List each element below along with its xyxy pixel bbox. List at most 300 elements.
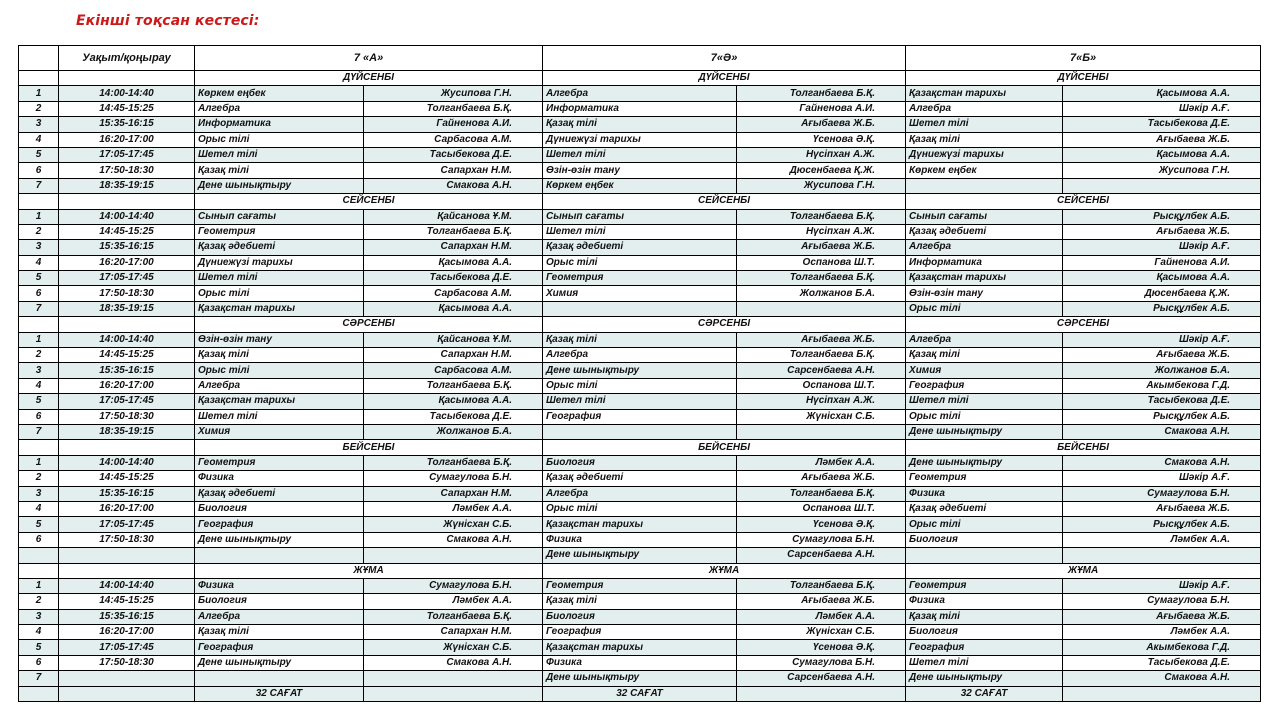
day-row bbox=[19, 563, 1261, 578]
lesson-number: 3 bbox=[19, 240, 59, 255]
lesson-time: 15:35-16:15 bbox=[59, 486, 195, 501]
lesson-row bbox=[19, 671, 1261, 686]
lesson-number: 6 bbox=[19, 286, 59, 301]
teacher-cell: Ләмбек А.А. bbox=[364, 594, 543, 609]
day-name: СӘРСЕНБІ bbox=[195, 317, 543, 332]
lesson-row bbox=[19, 363, 1261, 378]
lesson-time: 16:20-17:00 bbox=[59, 625, 195, 640]
lesson-number: 1 bbox=[19, 86, 59, 101]
teacher-cell: Толганбаева Б.Қ. bbox=[737, 348, 906, 363]
day-row bbox=[19, 194, 1261, 209]
day-name: ДҮЙСЕНБІ bbox=[906, 71, 1261, 86]
lesson-time: 15:35-16:15 bbox=[59, 363, 195, 378]
subject-cell: Дене шынықтыру bbox=[195, 178, 364, 193]
subject-cell: Орыс тілі bbox=[195, 286, 364, 301]
teacher-cell: Дюсенбаева Қ.Ж. bbox=[737, 163, 906, 178]
teacher-cell: Тасыбекова Д.Е. bbox=[1063, 117, 1261, 132]
teacher-cell bbox=[737, 424, 906, 439]
lesson-number: 1 bbox=[19, 455, 59, 470]
lesson-number: 4 bbox=[19, 501, 59, 516]
lesson-number: 3 bbox=[19, 609, 59, 624]
teacher-cell: Қасымова А.А. bbox=[364, 394, 543, 409]
subject-cell: Өзін-өзін тану bbox=[543, 163, 737, 178]
teacher-cell: Оспанова Ш.Т. bbox=[737, 501, 906, 516]
teacher-cell: Ағыбаева Ж.Б. bbox=[737, 240, 906, 255]
lesson-row bbox=[19, 332, 1261, 347]
lesson-row bbox=[19, 271, 1261, 286]
lesson-time: 18:35-19:15 bbox=[59, 178, 195, 193]
lesson-row bbox=[19, 132, 1261, 147]
header-class-7ae: 7«Ә» bbox=[543, 46, 906, 71]
subject-cell: Дүниежүзі тарихы bbox=[543, 132, 737, 147]
subject-cell: Физика bbox=[906, 486, 1063, 501]
lesson-number: 5 bbox=[19, 517, 59, 532]
lesson-row bbox=[19, 394, 1261, 409]
subject-cell: Қазақстан тарихы bbox=[195, 394, 364, 409]
lesson-row bbox=[19, 255, 1261, 270]
teacher-cell: Сарбасова А.М. bbox=[364, 286, 543, 301]
lesson-row bbox=[19, 117, 1261, 132]
lesson-time: 14:00-14:40 bbox=[59, 209, 195, 224]
teacher-cell: Акымбекова Г.Д. bbox=[1063, 378, 1261, 393]
teacher-cell: Толганбаева Б.Қ. bbox=[364, 378, 543, 393]
lesson-row bbox=[19, 301, 1261, 316]
lesson-row bbox=[19, 240, 1261, 255]
subject-cell: Геометрия bbox=[543, 271, 737, 286]
subject-cell: Алгебра bbox=[195, 609, 364, 624]
subject-cell: Қазақ тілі bbox=[543, 594, 737, 609]
lesson-row bbox=[19, 640, 1261, 655]
subject-cell: Қазақ тілі bbox=[195, 348, 364, 363]
lesson-row bbox=[19, 178, 1261, 193]
subject-cell: Қазақ тілі bbox=[195, 625, 364, 640]
teacher-cell bbox=[364, 548, 543, 563]
day-blank-time bbox=[59, 440, 195, 455]
lesson-time: 16:20-17:00 bbox=[59, 132, 195, 147]
subject-cell: Қазақ тілі bbox=[543, 117, 737, 132]
teacher-cell: Гайненова А.И. bbox=[737, 101, 906, 116]
subject-cell: Алгебра bbox=[195, 101, 364, 116]
lesson-number: 5 bbox=[19, 147, 59, 162]
day-name: ЖҰМА bbox=[195, 563, 543, 578]
lesson-number: 7 bbox=[19, 178, 59, 193]
lesson-time: 17:50-18:30 bbox=[59, 409, 195, 424]
teacher-cell: Оспанова Ш.Т. bbox=[737, 378, 906, 393]
lesson-row bbox=[19, 348, 1261, 363]
teacher-cell: Ағыбаева Ж.Б. bbox=[737, 471, 906, 486]
subject-cell: Алгебра bbox=[543, 86, 737, 101]
teacher-cell: Жүнісхан С.Б. bbox=[737, 625, 906, 640]
subject-cell: Химия bbox=[543, 286, 737, 301]
lesson-time: 16:20-17:00 bbox=[59, 255, 195, 270]
teacher-cell: Ләмбек А.А. bbox=[1063, 532, 1261, 547]
subject-cell: Алгебра bbox=[195, 378, 364, 393]
teacher-cell: Нүсіпхан А.Ж. bbox=[737, 224, 906, 239]
subject-cell: Өзін-өзін тану bbox=[906, 286, 1063, 301]
teacher-cell: Гайненова А.И. bbox=[1063, 255, 1261, 270]
subject-cell: Көркем еңбек bbox=[543, 178, 737, 193]
subject-cell: Алгебра bbox=[906, 101, 1063, 116]
teacher-cell: Смакова А.Н. bbox=[364, 532, 543, 547]
teacher-cell: Ағыбаева Ж.Б. bbox=[737, 117, 906, 132]
subject-cell: Қазақстан тарихы bbox=[543, 517, 737, 532]
lesson-number bbox=[19, 548, 59, 563]
day-blank-num bbox=[19, 71, 59, 86]
teacher-cell: Ағыбаева Ж.Б. bbox=[1063, 132, 1261, 147]
subject-cell: География bbox=[195, 517, 364, 532]
lesson-number: 1 bbox=[19, 332, 59, 347]
subject-cell: Орыс тілі bbox=[543, 378, 737, 393]
lesson-time: 17:50-18:30 bbox=[59, 163, 195, 178]
teacher-cell bbox=[364, 671, 543, 686]
subject-cell: География bbox=[906, 378, 1063, 393]
lesson-number: 6 bbox=[19, 655, 59, 670]
lesson-time: 15:35-16:15 bbox=[59, 117, 195, 132]
day-blank-time bbox=[59, 317, 195, 332]
teacher-cell: Жолжанов Б.А. bbox=[1063, 363, 1261, 378]
teacher-cell: Қасымова А.А. bbox=[1063, 86, 1261, 101]
teacher-cell: Қасымова А.А. bbox=[1063, 271, 1261, 286]
teacher-cell: Гайненова А.И. bbox=[364, 117, 543, 132]
subject-cell: Алгебра bbox=[906, 240, 1063, 255]
lesson-time: 17:05-17:45 bbox=[59, 640, 195, 655]
subject-cell: Қазақ тілі bbox=[906, 132, 1063, 147]
lesson-time: 14:00-14:40 bbox=[59, 578, 195, 593]
lesson-number: 3 bbox=[19, 117, 59, 132]
lesson-row bbox=[19, 224, 1261, 239]
lesson-number: 2 bbox=[19, 348, 59, 363]
lesson-time bbox=[59, 671, 195, 686]
lesson-time: 15:35-16:15 bbox=[59, 609, 195, 624]
subject-cell: Шетел тілі bbox=[195, 271, 364, 286]
subject-cell: Сынып сағаты bbox=[543, 209, 737, 224]
lesson-time: 15:35-16:15 bbox=[59, 240, 195, 255]
teacher-cell: Сумагулова Б.Н. bbox=[1063, 594, 1261, 609]
teacher-cell: Смакова А.Н. bbox=[1063, 671, 1261, 686]
teacher-cell: Сарсенбаева А.Н. bbox=[737, 548, 906, 563]
day-name: СӘРСЕНБІ bbox=[543, 317, 906, 332]
subject-cell: Дене шынықтыру bbox=[906, 671, 1063, 686]
day-name: ЖҰМА bbox=[906, 563, 1261, 578]
lesson-row bbox=[19, 471, 1261, 486]
lesson-time: 14:00-14:40 bbox=[59, 455, 195, 470]
subject-cell: Шетел тілі bbox=[906, 394, 1063, 409]
lesson-row bbox=[19, 517, 1261, 532]
teacher-cell: Сарбасова А.М. bbox=[364, 132, 543, 147]
teacher-cell: Тасыбекова Д.Е. bbox=[364, 271, 543, 286]
day-blank-time bbox=[59, 71, 195, 86]
subject-cell: Қазақ әдебиеті bbox=[906, 224, 1063, 239]
header-class-7b: 7«Б» bbox=[906, 46, 1261, 71]
teacher-cell: Қайсанова Ұ.М. bbox=[364, 209, 543, 224]
subject-cell: Дене шынықтыру bbox=[906, 424, 1063, 439]
teacher-cell: Ағыбаева Ж.Б. bbox=[1063, 501, 1261, 516]
teacher-cell: Ләмбек А.А. bbox=[1063, 625, 1261, 640]
teacher-cell: Ләмбек А.А. bbox=[737, 455, 906, 470]
lesson-time: 17:50-18:30 bbox=[59, 286, 195, 301]
teacher-cell: Жусипова Г.Н. bbox=[1063, 163, 1261, 178]
lesson-time: 17:50-18:30 bbox=[59, 532, 195, 547]
lesson-time: 17:05-17:45 bbox=[59, 394, 195, 409]
subject-cell: Геометрия bbox=[195, 455, 364, 470]
subject-cell: Физика bbox=[195, 471, 364, 486]
teacher-cell: Тасыбекова Д.Е. bbox=[1063, 655, 1261, 670]
subject-cell: Орыс тілі bbox=[195, 363, 364, 378]
subject-cell: Биология bbox=[906, 532, 1063, 547]
subject-cell: Қазақ әдебиеті bbox=[195, 240, 364, 255]
teacher-cell: Толганбаева Б.Қ. bbox=[737, 578, 906, 593]
subject-cell: Геометрия bbox=[195, 224, 364, 239]
teacher-cell: Рысқұлбек А.Б. bbox=[1063, 409, 1261, 424]
teacher-cell bbox=[737, 301, 906, 316]
teacher-cell: Сарбасова А.М. bbox=[364, 363, 543, 378]
subject-cell: Биология bbox=[906, 625, 1063, 640]
teacher-cell bbox=[1063, 178, 1261, 193]
lesson-row bbox=[19, 101, 1261, 116]
subject-cell: Информатика bbox=[543, 101, 737, 116]
subject-cell: География bbox=[543, 409, 737, 424]
lesson-row bbox=[19, 455, 1261, 470]
teacher-cell: Ағыбаева Ж.Б. bbox=[737, 332, 906, 347]
lesson-row bbox=[19, 594, 1261, 609]
teacher-cell: Ләмбек А.А. bbox=[364, 501, 543, 516]
teacher-cell: Үсенова Ә.Қ. bbox=[737, 640, 906, 655]
teacher-cell: Қасымова А.А. bbox=[364, 301, 543, 316]
lesson-number: 2 bbox=[19, 471, 59, 486]
subject-cell: Шетел тілі bbox=[906, 655, 1063, 670]
lesson-time: 18:35-19:15 bbox=[59, 301, 195, 316]
subject-cell: Көркем еңбек bbox=[906, 163, 1063, 178]
teacher-cell: Толганбаева Б.Қ. bbox=[737, 271, 906, 286]
lesson-number: 7 bbox=[19, 671, 59, 686]
day-name: БЕЙСЕНБІ bbox=[906, 440, 1261, 455]
teacher-cell: Толганбаева Б.Қ. bbox=[364, 224, 543, 239]
day-name: СЕЙСЕНБІ bbox=[543, 194, 906, 209]
lesson-row bbox=[19, 163, 1261, 178]
subject-cell: Геометрия bbox=[906, 578, 1063, 593]
total-hours: 32 САҒАТ bbox=[906, 686, 1063, 701]
subject-cell: Қазақ әдебиеті bbox=[195, 486, 364, 501]
totals-blank-num bbox=[19, 686, 59, 701]
day-row bbox=[19, 440, 1261, 455]
teacher-cell: Оспанова Ш.Т. bbox=[737, 255, 906, 270]
teacher-cell: Сумагулова Б.Н. bbox=[364, 578, 543, 593]
teacher-cell: Рысқұлбек А.Б. bbox=[1063, 517, 1261, 532]
teacher-cell: Смакова А.Н. bbox=[364, 178, 543, 193]
lesson-time bbox=[59, 548, 195, 563]
teacher-cell: Жүнісхан С.Б. bbox=[364, 517, 543, 532]
teacher-cell: Жүнісхан С.Б. bbox=[737, 409, 906, 424]
lesson-time: 16:20-17:00 bbox=[59, 378, 195, 393]
teacher-cell: Сумагулова Б.Н. bbox=[737, 532, 906, 547]
subject-cell: Физика bbox=[906, 594, 1063, 609]
subject-cell: Дүниежүзі тарихы bbox=[195, 255, 364, 270]
teacher-cell: Смакова А.Н. bbox=[364, 655, 543, 670]
teacher-cell: Жүнісхан С.Б. bbox=[364, 640, 543, 655]
lesson-number: 5 bbox=[19, 394, 59, 409]
lesson-row bbox=[19, 625, 1261, 640]
totals-row bbox=[19, 686, 1261, 701]
teacher-cell: Үсенова Ә.Қ. bbox=[737, 517, 906, 532]
subject-cell: Шетел тілі bbox=[543, 224, 737, 239]
lesson-number: 3 bbox=[19, 486, 59, 501]
subject-cell: Дене шынықтыру bbox=[543, 363, 737, 378]
lesson-row bbox=[19, 424, 1261, 439]
subject-cell: География bbox=[543, 625, 737, 640]
subject-cell: Қазақстан тарихы bbox=[906, 271, 1063, 286]
teacher-cell: Тасыбекова Д.Е. bbox=[364, 147, 543, 162]
lesson-number: 6 bbox=[19, 409, 59, 424]
subject-cell: Химия bbox=[195, 424, 364, 439]
subject-cell: Дене шынықтыру bbox=[543, 671, 737, 686]
lesson-time: 14:45-15:25 bbox=[59, 224, 195, 239]
lesson-row bbox=[19, 578, 1261, 593]
subject-cell: Қазақ әдебиеті bbox=[906, 501, 1063, 516]
lesson-number: 5 bbox=[19, 271, 59, 286]
total-blank bbox=[737, 686, 906, 701]
lesson-time: 17:50-18:30 bbox=[59, 655, 195, 670]
teacher-cell: Ләмбек А.А. bbox=[737, 609, 906, 624]
lesson-number: 4 bbox=[19, 255, 59, 270]
day-row bbox=[19, 71, 1261, 86]
lesson-number: 2 bbox=[19, 101, 59, 116]
teacher-cell: Смакова А.Н. bbox=[1063, 455, 1261, 470]
teacher-cell: Сарсенбаева А.Н. bbox=[737, 363, 906, 378]
lesson-row bbox=[19, 548, 1261, 563]
subject-cell: Дене шынықтыру bbox=[906, 455, 1063, 470]
subject-cell: Дүниежүзі тарихы bbox=[906, 147, 1063, 162]
lesson-time: 18:35-19:15 bbox=[59, 424, 195, 439]
lesson-row bbox=[19, 147, 1261, 162]
subject-cell: Қазақ тілі bbox=[195, 163, 364, 178]
teacher-cell: Тасыбекова Д.Е. bbox=[1063, 394, 1261, 409]
day-blank-num bbox=[19, 440, 59, 455]
teacher-cell: Сумагулова Б.Н. bbox=[737, 655, 906, 670]
teacher-cell bbox=[1063, 548, 1261, 563]
subject-cell: Қазақ тілі bbox=[543, 332, 737, 347]
header-time: Уақыт/қоңырау bbox=[59, 46, 195, 71]
subject-cell: Алгебра bbox=[543, 348, 737, 363]
subject-cell: Информатика bbox=[195, 117, 364, 132]
total-hours: 32 САҒАТ bbox=[543, 686, 737, 701]
subject-cell: Информатика bbox=[906, 255, 1063, 270]
teacher-cell: Үсенова Ә.Қ. bbox=[737, 132, 906, 147]
subject-cell: Орыс тілі bbox=[906, 409, 1063, 424]
lesson-time: 14:00-14:40 bbox=[59, 86, 195, 101]
teacher-cell: Толганбаева Б.Қ. bbox=[737, 86, 906, 101]
lesson-time: 14:45-15:25 bbox=[59, 594, 195, 609]
subject-cell: Қазақстан тарихы bbox=[543, 640, 737, 655]
subject-cell: Өзін-өзін тану bbox=[195, 332, 364, 347]
teacher-cell: Шәкір А.Ғ. bbox=[1063, 240, 1261, 255]
subject-cell: Орыс тілі bbox=[543, 501, 737, 516]
subject-cell: Шетел тілі bbox=[543, 394, 737, 409]
subject-cell: Дене шынықтыру bbox=[195, 655, 364, 670]
subject-cell: Биология bbox=[543, 455, 737, 470]
lesson-time: 14:45-15:25 bbox=[59, 101, 195, 116]
teacher-cell: Жусипова Г.Н. bbox=[364, 86, 543, 101]
teacher-cell: Нүсіпхан А.Ж. bbox=[737, 147, 906, 162]
lesson-number: 4 bbox=[19, 378, 59, 393]
total-blank bbox=[1063, 686, 1261, 701]
day-blank-num bbox=[19, 563, 59, 578]
lesson-number: 2 bbox=[19, 594, 59, 609]
day-name: БЕЙСЕНБІ bbox=[543, 440, 906, 455]
subject-cell: Алгебра bbox=[906, 332, 1063, 347]
lesson-number: 7 bbox=[19, 301, 59, 316]
lesson-number: 5 bbox=[19, 640, 59, 655]
subject-cell bbox=[543, 424, 737, 439]
teacher-cell: Тасыбекова Д.Е. bbox=[364, 409, 543, 424]
lesson-row bbox=[19, 209, 1261, 224]
schedule-table bbox=[18, 45, 1261, 702]
subject-cell: Шетел тілі bbox=[543, 147, 737, 162]
teacher-cell: Рысқұлбек А.Б. bbox=[1063, 301, 1261, 316]
day-row bbox=[19, 317, 1261, 332]
teacher-cell: Қасымова А.А. bbox=[1063, 147, 1261, 162]
subject-cell: Шетел тілі bbox=[906, 117, 1063, 132]
lesson-number: 1 bbox=[19, 209, 59, 224]
subject-cell bbox=[195, 671, 364, 686]
teacher-cell: Сапархан Н.М. bbox=[364, 240, 543, 255]
teacher-cell: Ағыбаева Ж.Б. bbox=[1063, 224, 1261, 239]
day-name: СӘРСЕНБІ bbox=[906, 317, 1261, 332]
day-blank-time bbox=[59, 563, 195, 578]
day-blank-num bbox=[19, 194, 59, 209]
subject-cell: Геометрия bbox=[906, 471, 1063, 486]
subject-cell bbox=[543, 301, 737, 316]
teacher-cell: Жолжанов Б.А. bbox=[364, 424, 543, 439]
teacher-cell: Толганбаева Б.Қ. bbox=[737, 209, 906, 224]
lesson-number: 6 bbox=[19, 532, 59, 547]
lesson-row bbox=[19, 409, 1261, 424]
teacher-cell: Акымбекова Г.Д. bbox=[1063, 640, 1261, 655]
teacher-cell: Сапархан Н.М. bbox=[364, 486, 543, 501]
teacher-cell: Шәкір А.Ғ. bbox=[1063, 332, 1261, 347]
day-blank-num bbox=[19, 317, 59, 332]
teacher-cell: Толганбаева Б.Қ. bbox=[737, 486, 906, 501]
teacher-cell: Толганбаева Б.Қ. bbox=[364, 101, 543, 116]
subject-cell: Орыс тілі bbox=[543, 255, 737, 270]
teacher-cell: Нүсіпхан А.Ж. bbox=[737, 394, 906, 409]
subject-cell: Сынып сағаты bbox=[906, 209, 1063, 224]
subject-cell bbox=[906, 548, 1063, 563]
day-name: ДҮЙСЕНБІ bbox=[543, 71, 906, 86]
lesson-time: 14:45-15:25 bbox=[59, 348, 195, 363]
teacher-cell: Дюсенбаева Қ.Ж. bbox=[1063, 286, 1261, 301]
teacher-cell: Толганбаева Б.Қ. bbox=[364, 455, 543, 470]
subject-cell: География bbox=[195, 640, 364, 655]
day-name: ЖҰМА bbox=[543, 563, 906, 578]
teacher-cell: Рысқұлбек А.Б. bbox=[1063, 209, 1261, 224]
teacher-cell: Сарсенбаева А.Н. bbox=[737, 671, 906, 686]
lesson-number: 4 bbox=[19, 625, 59, 640]
header-num bbox=[19, 46, 59, 71]
teacher-cell: Жусипова Г.Н. bbox=[737, 178, 906, 193]
teacher-cell: Ағыбаева Ж.Б. bbox=[1063, 609, 1261, 624]
subject-cell: Орыс тілі bbox=[906, 301, 1063, 316]
teacher-cell: Сапархан Н.М. bbox=[364, 348, 543, 363]
lesson-number: 2 bbox=[19, 224, 59, 239]
day-name: ДҮЙСЕНБІ bbox=[195, 71, 543, 86]
teacher-cell: Сумагулова Б.Н. bbox=[364, 471, 543, 486]
teacher-cell: Жолжанов Б.А. bbox=[737, 286, 906, 301]
subject-cell: Қазақстан тарихы bbox=[195, 301, 364, 316]
lesson-time: 16:20-17:00 bbox=[59, 501, 195, 516]
subject-cell: Көркем еңбек bbox=[195, 86, 364, 101]
subject-cell: Сынып сағаты bbox=[195, 209, 364, 224]
day-name: СЕЙСЕНБІ bbox=[906, 194, 1261, 209]
